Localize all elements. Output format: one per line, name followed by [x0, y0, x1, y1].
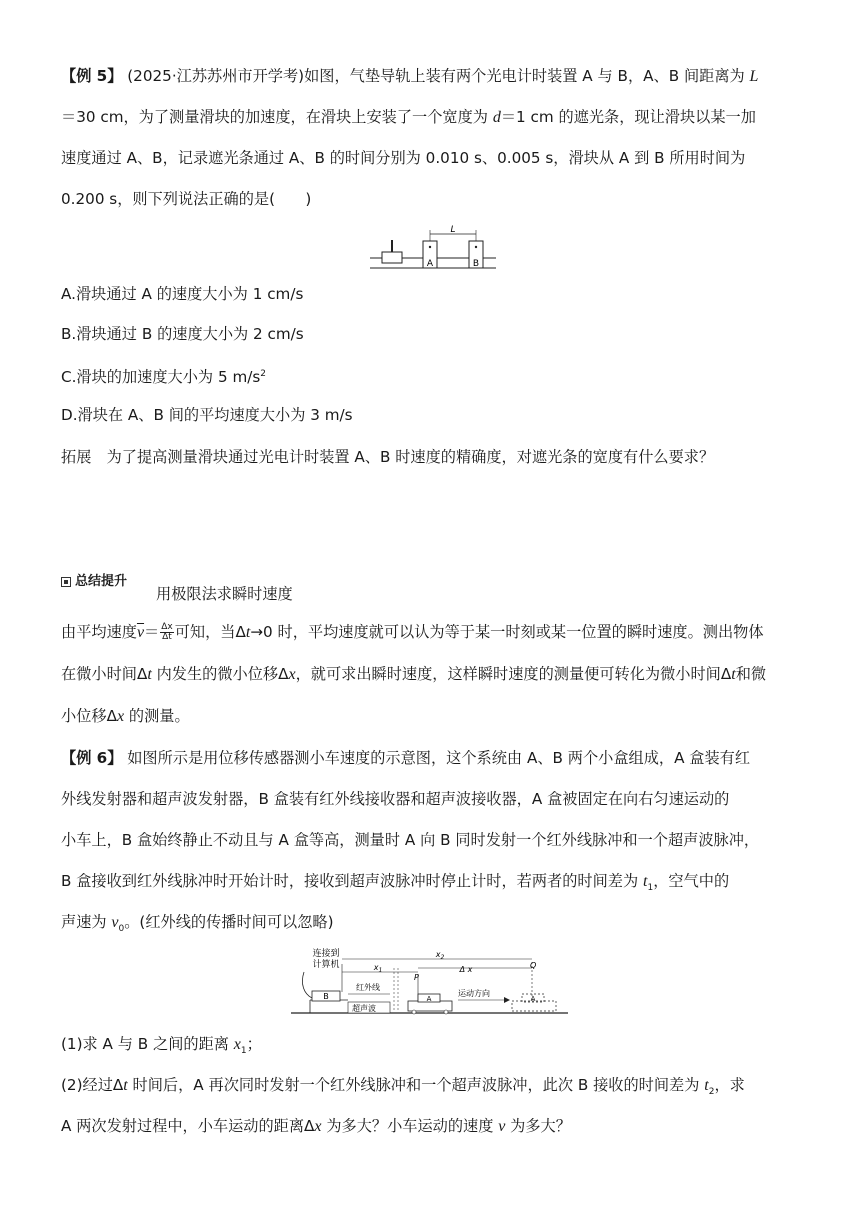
fig-label-A: A — [426, 259, 434, 269]
fig-p: P — [414, 973, 419, 982]
air-track-figure — [368, 222, 498, 272]
fig-x1: $x_1$ — [373, 963, 383, 974]
fig-box-a-moved: A — [530, 995, 536, 1003]
ex5-line-1: 【例 5】 (2025·江苏苏州市开学考)如图，气垫导轨上装有两个光电计时装置 A 与 B，A、B 间距离为 L — [61, 67, 759, 85]
ex5-line-2: ＝30 cm，为了测量滑块的加速度，在滑块上安装了一个宽度为 d＝1 cm 的遮光条，现让滑块以某一加 — [61, 108, 756, 126]
ex6-line-5: 声速为 $v_0$。(红外线的传播时间可以忽略) — [61, 913, 334, 935]
summary-line-2: 在微小时间Δt 内发生的微小位移Δx，就可求出瞬时速度，这样瞬时速度的测量便可转化为微小时间Δt和微 — [61, 665, 767, 683]
ex6-line-3: 小车上，B 盒始终静止不动且与 A 盒等高，测量时 A 向 B 同时发射一个红外线脉冲和一个超声波脉冲， — [61, 831, 760, 849]
summary-line-3: 小位移Δx 的测量。 — [61, 707, 190, 725]
ex5-line-3: 速度通过 A、B，记录遮光条通过 A、B 的时间分别为 0.010 s、0.005 s，滑块从 A 到 B 所用时间为 — [61, 149, 746, 167]
fig-ultrasound: 超声波 — [352, 1004, 376, 1013]
ex6-tag: 【例 6】 — [61, 749, 123, 767]
ex5-tag: 【例 5】 — [61, 67, 123, 85]
fig-x2: $x_2$ — [435, 950, 445, 961]
fig-label-B: B — [472, 259, 480, 269]
ex6-line-4: B 盒接收到红外线脉冲时开始计时，接收到超声波脉冲时停止计时，若两者的时间差为 $t_1$，空气中的 — [61, 872, 730, 894]
ex5-line-4: 0.200 s，则下列说法正确的是( ) — [61, 190, 312, 208]
ex5-option-c: C.滑块的加速度大小为 5 $m/s^2$ — [61, 368, 266, 387]
fig-direction: 运动方向 — [458, 989, 490, 998]
sensor-figure — [290, 944, 570, 1022]
ex6-line-2: 外线发射器和超声波发射器，B 盒装有红外线接收器和超声波接收器，A 盒被固定在向右匀速运动的 — [61, 790, 730, 808]
ex6-line-1: 【例 6】 如图所示是用位移传感器测小车速度的示意图，这个系统由 A、B 两个小盒组成，A 盒装有红 — [61, 749, 751, 767]
fig-infrared: 红外线 — [356, 983, 380, 992]
ex5-source: (2025·江苏苏州市开学考) — [127, 67, 305, 85]
ex6-question-2: (2)经过Δt 时间后，A 再次同时发射一个红外线脉冲和一个超声波脉冲，此次 B 接收的时间差为 $t_2$，求 — [61, 1076, 745, 1098]
summary-box-icon — [61, 577, 71, 587]
fig-connect-1: 连接到 — [312, 949, 340, 959]
fig-box-a: A — [426, 995, 432, 1003]
ex5-option-b: B.滑块通过 B 的速度大小为 2 cm/s — [61, 325, 304, 343]
ex5-option-a: A.滑块通过 A 的速度大小为 1 cm/s — [61, 285, 304, 303]
summary-line-1: 由平均速度$\overline{v}=$ $\frac{\Delta x}{\Delta t}$ 可知，当Δt→0 时，平均速度就可以认为等于某一时刻或某一位置的瞬时速度。测出物体 — [61, 622, 764, 642]
fig-q: Q — [530, 961, 537, 970]
fig-box-b: B — [323, 992, 329, 1001]
fig-connect-2: 计算机 — [312, 960, 340, 970]
fraction: $\frac{\Delta x}{\Delta t}$ — [161, 622, 173, 642]
ex6-question-2-cont: A 两次发射过程中，小车运动的距离Δx 为多大？小车运动的速度 v 为多大？ — [61, 1117, 571, 1135]
fig-delta-x: Δ x — [459, 965, 473, 974]
ex5-option-d: D.滑块在 A、B 间的平均速度大小为 3 m/s — [61, 406, 353, 424]
ex6-question-1: (1)求 A 与 B 之间的距离 $x_1$； — [61, 1035, 262, 1057]
fig-label-L: L — [450, 225, 456, 235]
summary-heading: 总结提升 — [61, 570, 127, 589]
ex5-extension: 拓展 为了提高测量滑块通过光电计时装置 A、B 时速度的精确度，对遮光条的宽度有什么要求？ — [61, 448, 715, 466]
summary-title: 用极限法求瞬时速度 — [156, 585, 293, 603]
